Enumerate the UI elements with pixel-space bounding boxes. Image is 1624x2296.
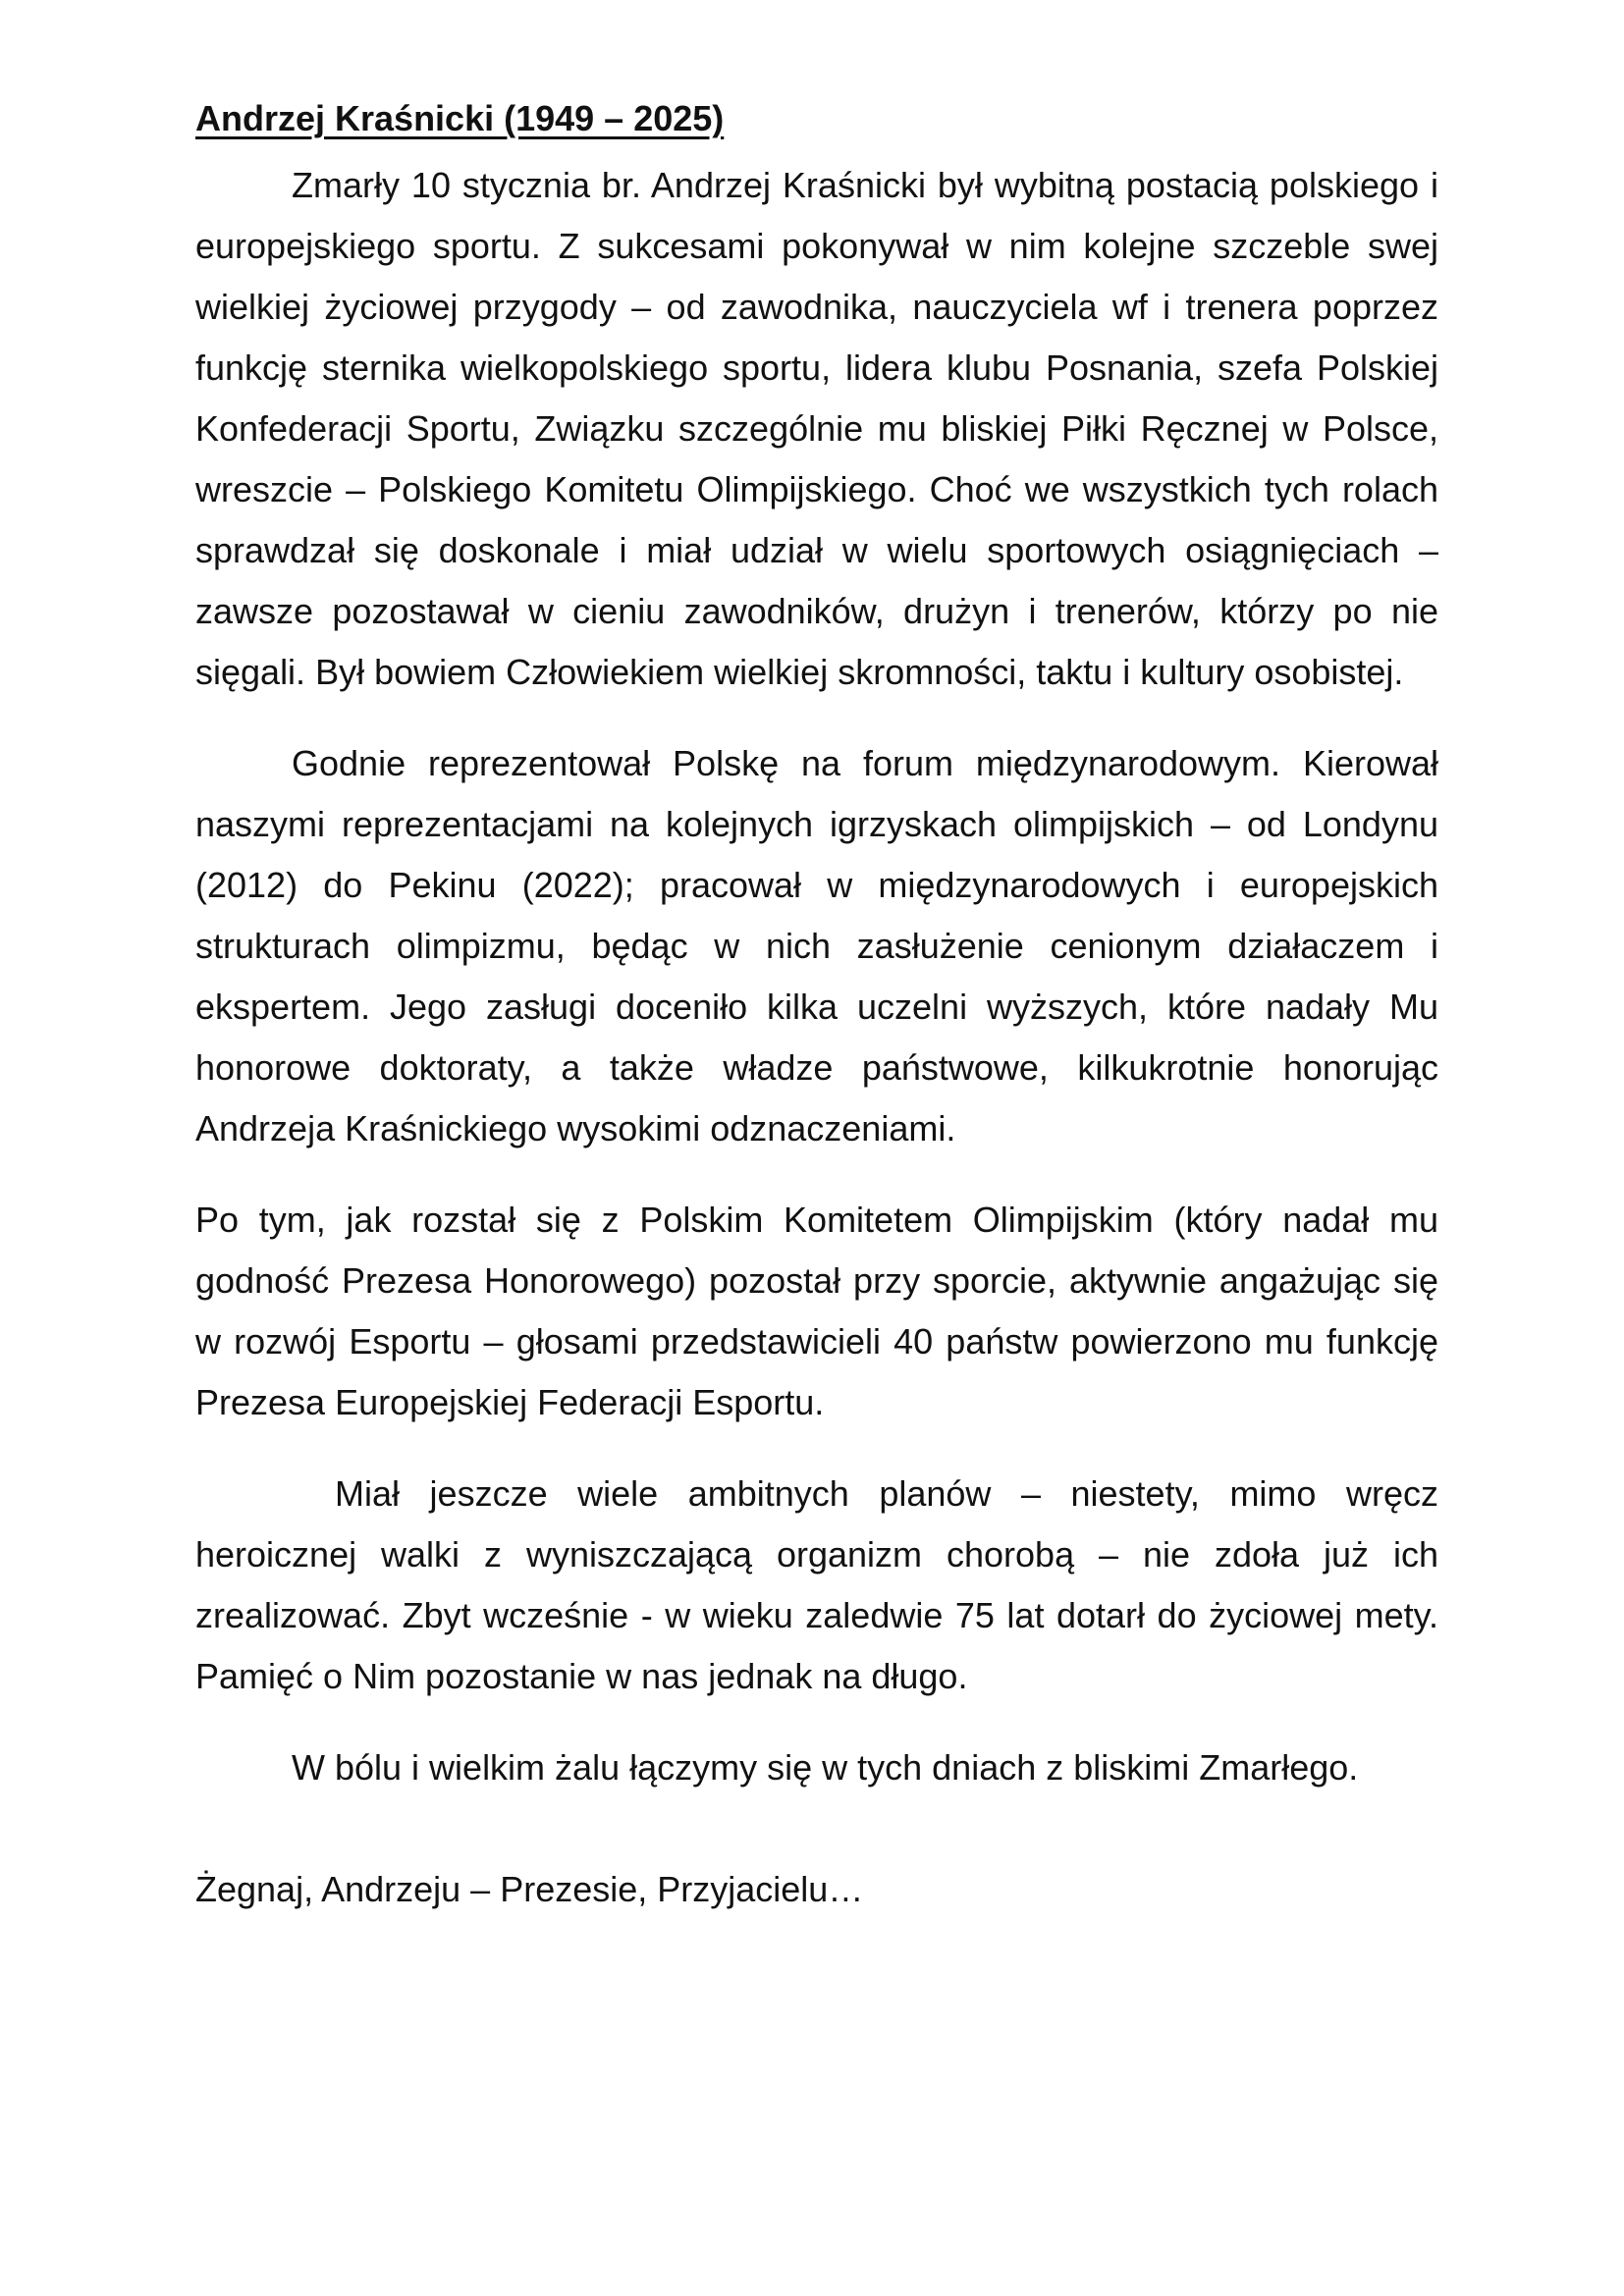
paragraph-esport: Po tym, jak rozstał się z Polskim Komitetem Olimpijskim (który nadał mu godność Prezesa Honorowego) pozostał przy sporcie, aktywnie angażując się w rozwój Esportu – głosami przedstawicieli 40 państw powierzono mu funkcję Prezesa Europejskiej Federacji Esportu. <box>195 1200 1438 1422</box>
paragraph-plans: Miał jeszcze wiele ambitnych planów – niestety, mimo wręcz heroicznej walki z wyniszczającą organizm chorobą – nie zdoła już ich zrealizować. Zbyt wcześnie - w wieku zaledwie 75 lat dotarł do życiowej mety. Pamięć o Nim pozostanie w nas jednak na długo. <box>195 1473 1438 1696</box>
spacer <box>195 1829 1438 1859</box>
document-body <box>195 88 1438 1920</box>
paragraph-condolences: W bólu i wielkim żalu łączymy się w tych dniach z bliskimi Zmarłego. <box>292 1747 1359 1788</box>
farewell-line: Żegnaj, Andrzeju – Prezesie, Przyjacielu… <box>195 1869 864 1909</box>
paragraph-biography: Zmarły 10 stycznia br. Andrzej Kraśnicki był wybitną postacią polskiego i europejskiego sportu. Z sukcesami pokonywał w nim kolejne szczeble swej wielkiej życiowej przygody – od zawodnika, nauczyciela wf i trenera poprzez funkcję sternika wielkopolskiego sportu, lidera klubu Posnania, szefa Polskiej Konfederacji Sportu, Związku szczególnie mu bliskiej Piłki Ręcznej w Polsce, wreszcie – Polskiego Komitetu Olimpijskiego. Choć we wszystkich tych rolach sprawdzał się doskonale i miał udział w wielu sportowych osiągnięciach – zawsze pozostawał w cieniu zawodników, drużyn i trenerów, którzy po nie sięgali. Był bowiem Człowiekiem wielkiej skromności, taktu i kultury osobistej. <box>195 165 1438 692</box>
paragraph-international: Godnie reprezentował Polskę na forum międzynarodowym. Kierował naszymi reprezentacjami na kolejnych igrzyskach olimpijskich – od Londynu (2012) do Pekinu (2022); pracował w międzynarodowych i europejskich strukturach olimpizmu, będąc w nich zasłużenie cenionym działaczem i ekspertem. Jego zasługi doceniło kilka uczelni wyższych, które nadały Mu honorowe doktoraty, a także władze państwowe, kilkukrotnie honorując Andrzeja Kraśnickiego wysokimi odznaczeniami. <box>195 743 1438 1148</box>
document-title: Andrzej Kraśnicki (1949 – 2025) <box>195 98 725 138</box>
